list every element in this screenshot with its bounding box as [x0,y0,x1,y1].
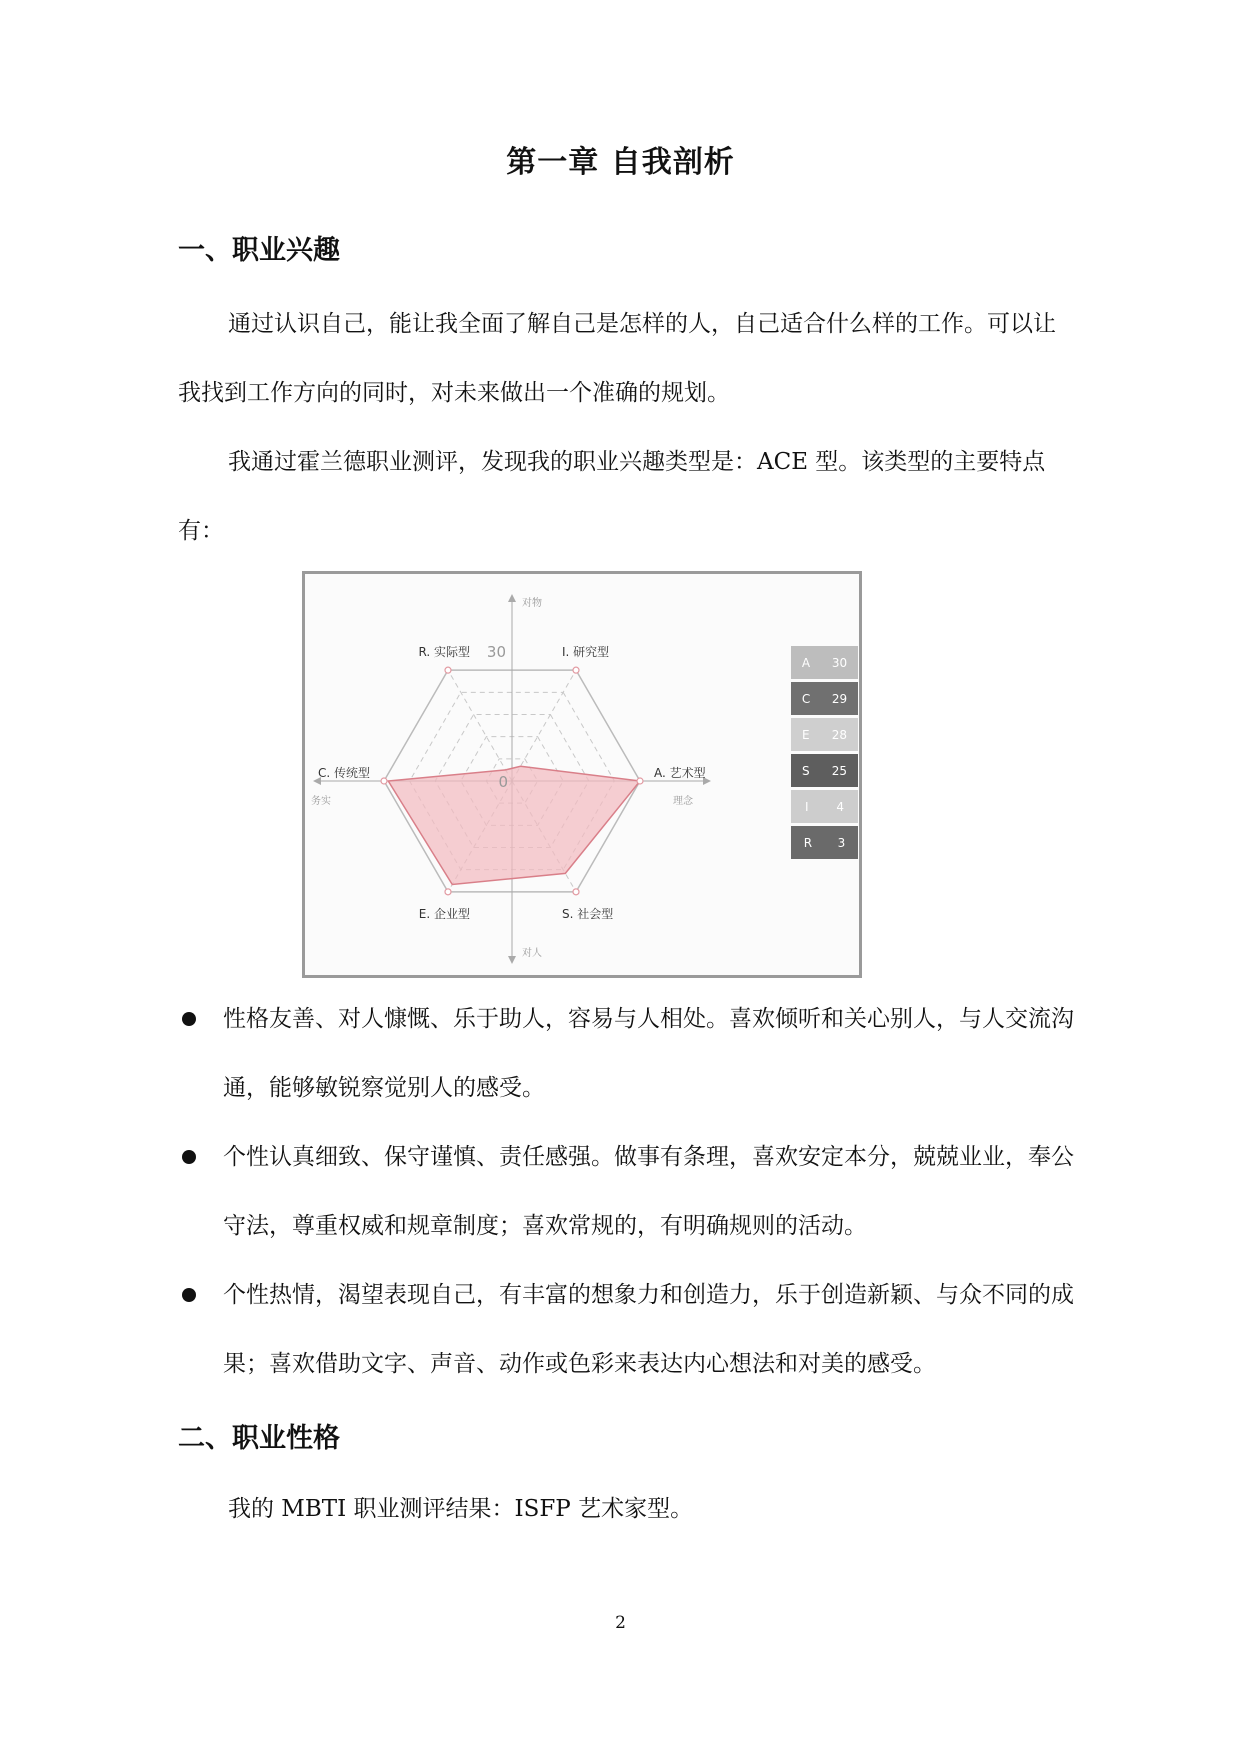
radar-category-label-a: A. 艺术型 [654,766,706,780]
bullet-dot-icon [182,1150,196,1164]
score-box-e [791,718,858,751]
score-box-i [791,790,858,823]
trait-bullet-2 [178,1123,1078,1261]
scale-label-min: 0 [498,773,508,791]
paragraph-intro: 通过认识自己，能让我全面了解自己是怎样的人，自己适合什么样的工作。可以让我找到工作方向的同时，对未来做出一个准确的规划。 [178,311,1056,406]
trait-text-3: 个性热情，渴望表现自己，有丰富的想象力和创造力，乐于创造新颖、与众不同的成果；喜欢借助文字、声音、动作或色彩来表达内心想法和对美的感受。 [223,1282,1074,1377]
scale-label-max: 30 [486,643,506,661]
radar-category-label-r: R. 实际型 [418,645,470,660]
paragraph-mbti-result: 我的 MBTI 职业测评结果：ISFP 艺术家型。 [228,1496,694,1522]
arrow-down-icon [508,956,516,964]
score-code: I [804,799,809,814]
paragraph-holland-result: 我通过霍兰德职业测评，发现我的职业兴趣类型是：ACE 型。该类型的主要特点有： [178,449,1046,544]
radar-vertex-dot [637,778,643,784]
radar-spoke [512,670,576,781]
radar-spoke [448,670,512,781]
radar-category-label-e: E. 企业型 [418,906,470,921]
score-value: 30 [831,655,848,670]
axis-label-left: 务实 [311,796,331,807]
arrow-up-icon [508,594,516,602]
radar-vertex-dot [573,667,579,673]
score-box-r [791,826,858,859]
radar-category-label-c: C. 传统型 [317,766,370,780]
trait-bullet-list [178,985,1078,1399]
score-code: C [801,691,811,706]
axis-label-right: 理念 [673,796,693,807]
bullet-dot-icon [182,1288,196,1302]
radar-vertex-dot [445,889,451,895]
chapter-title: 第一章 自我剖析 [506,145,735,180]
score-code: A [801,655,811,670]
axis-label-top: 对物 [522,598,542,609]
section-heading-personality: 二、职业性格 [178,1423,340,1454]
score-box-a [791,646,858,679]
trait-text-1: 性格友善、对人慷慨、乐于助人，容易与人相处。喜欢倾听和关心别人，与人交流沟通，能够敏锐察觉别人的感受。 [223,1006,1074,1101]
page-number: 2 [615,1613,626,1633]
score-box-c [791,682,858,715]
radar-category-label-s: S. 社会型 [562,906,614,921]
radar-chart-svg [305,574,859,975]
radar-vertex-dot [445,667,451,673]
radar-vertex-dot [573,889,579,895]
score-box-s [791,754,858,787]
radar-category-label-i: I. 研究型 [562,645,610,660]
holland-radar-chart [302,571,862,978]
axis-label-bottom: 对人 [522,948,542,959]
score-code: R [803,835,813,850]
bullet-dot-icon [182,1012,196,1026]
score-value: 25 [831,763,847,778]
trait-bullet-1 [178,985,1078,1123]
score-value: 28 [831,727,847,742]
trait-text-2: 个性认真细致、保守谨慎、责任感强。做事有条理，喜欢安定本分，兢兢业业，奉公守法，尊重权威和规章制度；喜欢常规的，有明确规则的活动。 [223,1144,1074,1239]
score-value: 29 [831,691,848,706]
score-value: 3 [837,835,846,850]
trait-bullet-3 [178,1261,1078,1399]
score-code: S [802,763,810,778]
score-code: E [802,727,810,742]
section-heading-interest: 一、职业兴趣 [178,235,340,266]
radar-vertex-dot [381,778,387,784]
radar-data-polygon [388,766,640,884]
score-value: 4 [836,799,845,814]
